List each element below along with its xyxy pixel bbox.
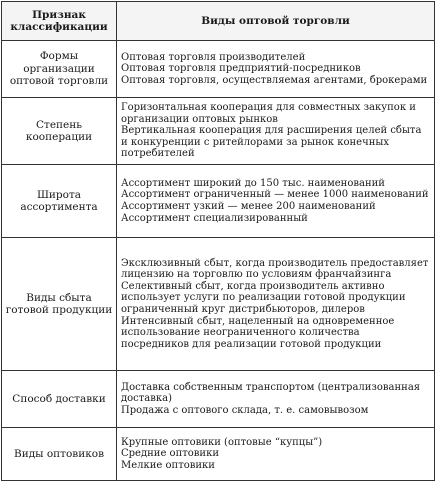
criterion-cell: Широта ассортимента [2,165,117,238]
table-row [2,238,435,371]
table-row [2,41,435,98]
type-item: Продажа с оптового склада, т. е. самовывозом [121,404,369,416]
header-row [2,2,435,41]
table-row [2,371,435,428]
type-item: Оптовая торговля предприятий-посредников [121,63,361,75]
header-types: Виды оптовой торговли [117,2,435,41]
table-row [2,165,435,238]
table-row [2,98,435,165]
types-cell [117,371,435,428]
type-item: Ассортимент ограниченный — менее 1000 наименований [121,189,429,201]
type-item: Ассортимент узкий — менее 200 наименований [121,201,376,212]
criterion-cell: Виды сбыта готовой продукции [2,238,117,371]
type-item: Доставка собственным транспортом (централизованная доставка) [121,381,421,405]
type-item: Крупные оптовики (оптовые “купцы”) [121,436,323,448]
types-cell [117,238,435,371]
header-criterion: Признак классификации [2,2,117,41]
type-item: Вертикальная кооперация для расширения целей сбыта и конкуренции с ритейлорами за рынок конечных потребителей [121,125,422,160]
table-row [2,428,435,481]
type-item: Селективный сбыт, когда производитель активно использует услуги по реализации готовой продукции ограниченный круг дистрибьюторов, дилеров [121,280,406,315]
criterion-cell: Формы организации оптовой торговли [2,41,117,98]
type-item: Эксклюзивный сбыт, когда производитель предоставляет лицензию на торговлю по условиям франчайзинга [121,257,429,281]
type-item: Ассортимент широкий до 150 тыс. наименований [121,177,385,189]
type-item: Интенсивный сбыт, нацеленный на одновременное использование неограниченного количества посредников для реализации готовой продукции [121,315,395,350]
types-cell [117,41,435,98]
type-item: Горизонтальная кооперация для совместных закупок и организации оптовых рынков [121,102,416,125]
type-item: Средние оптовики [121,448,220,460]
classification-table [1,1,435,481]
types-cell [117,428,435,481]
types-cell [117,165,435,238]
types-cell [117,98,435,165]
criterion-cell: Степень кооперации [2,98,117,165]
criterion-cell: Способ доставки [2,371,117,428]
type-item: Мелкие оптовики [121,459,215,471]
type-item: Оптовая торговля, осуществляемая агентами, брокерами [121,74,428,86]
criterion-cell: Виды оптовиков [2,428,117,481]
type-item: Ассортимент специализированный [121,212,308,224]
type-item: Оптовая торговля производителей [121,51,306,63]
